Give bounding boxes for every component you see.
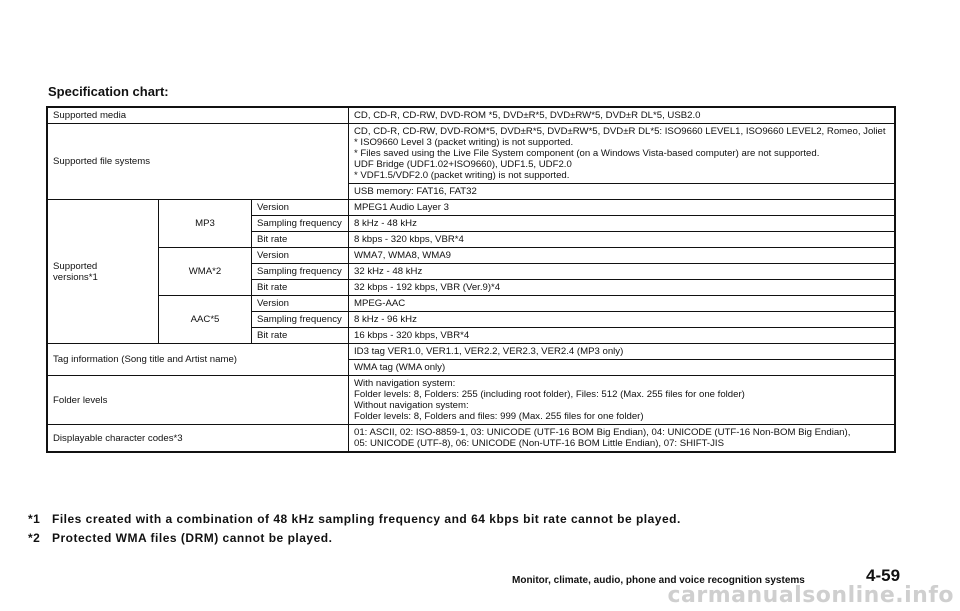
table-row bbox=[47, 124, 895, 184]
table-row bbox=[47, 376, 895, 425]
footnote-1 bbox=[28, 512, 681, 526]
property-value: 16 kbps - 320 kbps, VBR*4 bbox=[349, 328, 896, 344]
chart-heading: Specification chart: bbox=[48, 84, 169, 99]
property-label: Version bbox=[252, 296, 349, 312]
row-label-tag-information: Tag information (Song title and Artist name) bbox=[47, 344, 349, 376]
text-line: CD, CD-R, CD-RW, DVD-ROM*5, DVD±R*5, DVD±RW*5, DVD±R DL*5: ISO9660 LEVEL1, ISO9660 LEVEL2, Romeo, Joliet bbox=[354, 126, 886, 137]
table-row bbox=[47, 425, 895, 453]
property-label: Sampling frequency bbox=[252, 312, 349, 328]
row-label-supported-media: Supported media bbox=[47, 107, 349, 124]
property-value: MPEG-AAC bbox=[349, 296, 896, 312]
file-systems-disc-value bbox=[349, 124, 896, 184]
property-value: MPEG1 Audio Layer 3 bbox=[349, 200, 896, 216]
property-label: Bit rate bbox=[252, 280, 349, 296]
footnote-mark: *1 bbox=[28, 512, 41, 526]
character-codes-value bbox=[349, 425, 896, 453]
table-row bbox=[47, 200, 895, 216]
page-number: 4-59 bbox=[866, 566, 901, 585]
text-line: With navigation system: bbox=[354, 378, 456, 389]
table-row bbox=[47, 248, 895, 264]
property-label: Bit rate bbox=[252, 232, 349, 248]
watermark: carmanualsonline.info bbox=[667, 583, 954, 608]
text-line: Supported bbox=[53, 260, 98, 272]
property-value: 32 kbps - 192 kbps, VBR (Ver.9)*4 bbox=[349, 280, 896, 296]
text-line: 01: ASCII, 02: ISO-8859-1, 03: UNICODE (UTF-16 BOM Big Endian), 04: UNICODE (UTF-16 Non-BOM Big Endian), bbox=[354, 427, 851, 438]
folder-levels-value bbox=[349, 376, 896, 425]
property-label: Version bbox=[252, 200, 349, 216]
tag-id3-value: ID3 tag VER1.0, VER1.1, VER2.2, VER2.3, VER2.4 (MP3 only) bbox=[349, 344, 896, 360]
text-line: * ISO9660 Level 3 (packet writing) is not supported. bbox=[354, 137, 574, 148]
table-row bbox=[47, 107, 895, 124]
tag-wma-value: WMA tag (WMA only) bbox=[349, 360, 896, 376]
text-line: Folder levels: 8, Folders and files: 999 (Max. 255 files for one folder) bbox=[354, 411, 644, 422]
specification-table bbox=[46, 106, 896, 453]
text-line: versions*1 bbox=[53, 271, 98, 283]
property-value: 8 kHz - 48 kHz bbox=[349, 216, 896, 232]
footnote-2 bbox=[28, 531, 332, 545]
table-row bbox=[47, 344, 895, 360]
property-value: 32 kHz - 48 kHz bbox=[349, 264, 896, 280]
row-label-file-systems: Supported file systems bbox=[47, 124, 349, 200]
text-line: 05: UNICODE (UTF-8), 06: UNICODE (Non-UTF-16 BOM Little Endian), 07: SHIFT-JIS bbox=[354, 438, 724, 449]
table-row bbox=[47, 296, 895, 312]
text-line: UDF Bridge (UDF1.02+ISO9660), UDF1.5, UDF2.0 bbox=[354, 159, 572, 170]
text-line: Without navigation system: bbox=[354, 400, 469, 411]
footnote-text: Files created with a combination of 48 kHz sampling frequency and 64 kbps bit rate cannot be played. bbox=[52, 512, 681, 526]
text-line: * VDF1.5/VDF2.0 (packet writing) is not supported. bbox=[354, 170, 570, 181]
footnote-text: Protected WMA files (DRM) cannot be played. bbox=[52, 531, 333, 545]
text-line: * Files saved using the Live File System component (on a Windows Vista-based computer) are not supported. bbox=[354, 148, 820, 159]
property-label: Version bbox=[252, 248, 349, 264]
property-label: Bit rate bbox=[252, 328, 349, 344]
row-label-character-codes: Displayable character codes*3 bbox=[47, 425, 349, 453]
format-aac: AAC*5 bbox=[159, 296, 252, 344]
file-systems-usb-value: USB memory: FAT16, FAT32 bbox=[349, 184, 896, 200]
property-value: WMA7, WMA8, WMA9 bbox=[349, 248, 896, 264]
section-title: Monitor, climate, audio, phone and voice recognition systems bbox=[512, 575, 805, 586]
row-label-supported-versions bbox=[47, 200, 159, 344]
property-value: 8 kHz - 96 kHz bbox=[349, 312, 896, 328]
property-label: Sampling frequency bbox=[252, 264, 349, 280]
format-mp3: MP3 bbox=[159, 200, 252, 248]
footnote-mark: *2 bbox=[28, 531, 41, 545]
property-value: 8 kbps - 320 kbps, VBR*4 bbox=[349, 232, 896, 248]
property-label: Sampling frequency bbox=[252, 216, 349, 232]
row-label-folder-levels: Folder levels bbox=[47, 376, 349, 425]
text-line: Folder levels: 8, Folders: 255 (including root folder), Files: 512 (Max. 255 files for one folder) bbox=[354, 389, 745, 400]
format-wma: WMA*2 bbox=[159, 248, 252, 296]
supported-media-value: CD, CD-R, CD-RW, DVD-ROM *5, DVD±R*5, DVD±RW*5, DVD±R DL*5, USB2.0 bbox=[349, 107, 896, 124]
